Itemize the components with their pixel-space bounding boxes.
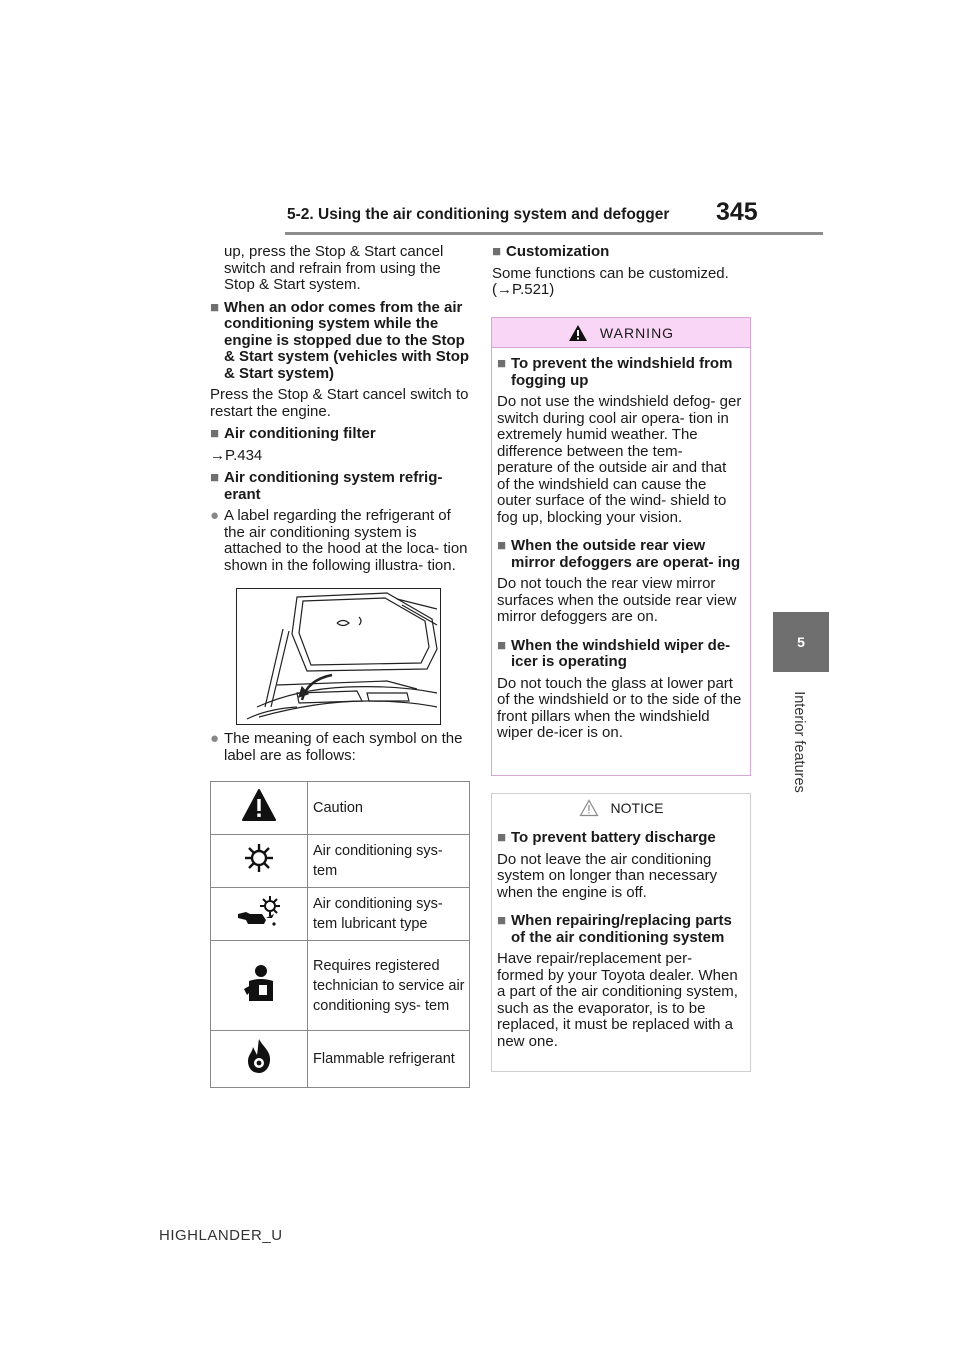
chapter-number: 5: [797, 634, 805, 650]
warning-item-text: Do not touch the rear view mirror surfaces when the outside rear view mirror defoggers are on.: [497, 575, 737, 625]
notice-title: NOTICE: [610, 800, 664, 816]
square-bullet-icon: ■: [210, 298, 220, 316]
symbol-label: Caution: [308, 782, 470, 835]
round-bullet-icon: ●: [210, 507, 220, 524]
hood-label-illustration: [236, 588, 441, 725]
warning-item-heading: [497, 538, 742, 571]
customization-heading: [492, 244, 754, 261]
notice-body: [492, 830, 750, 1050]
notice-item-heading-text: When repairing/replacing parts of the air conditioning system: [511, 912, 732, 946]
section-title: 5-2. Using the air conditioning system and defogger: [287, 206, 670, 223]
warning-item-text: Do not touch the glass at lower part of the windshield or to the side of the front pillars when the windshield wiper de-icer is on.: [497, 674, 742, 741]
notice-box: [491, 793, 751, 1072]
right-column: [492, 244, 754, 305]
bullet-text: The meaning of each symbol on the label are as follows:: [224, 730, 463, 764]
refrigerant-bullet-label-location: [210, 508, 472, 574]
odor-paragraph: Press the Stop & Start cancel switch to restart the engine.: [210, 386, 469, 420]
symbol-label: Air conditioning sys- tem: [308, 835, 470, 888]
warning-body: [492, 356, 750, 742]
warning-box: [491, 317, 751, 776]
table-row: [211, 1031, 470, 1088]
page-number: 345: [716, 198, 758, 226]
chapter-title-text: Interior features: [791, 691, 807, 793]
warning-title: WARNING: [599, 324, 675, 341]
symbol-cell: [211, 888, 308, 941]
square-bullet-icon: ■: [497, 355, 507, 372]
notice-header: [492, 794, 750, 822]
symbol-cell: [211, 835, 308, 888]
notice-item-text: Have repair/replacement per- formed by your Toyota dealer. When a part of the air conditioning system, such as the evaporator, is to be replaced, it must be replaced with a new one.: [497, 950, 738, 1050]
filter-heading: [210, 426, 472, 443]
table-row: [211, 835, 470, 888]
oil-can-snowflake-icon: [234, 894, 284, 928]
car-hood-open-icon: [237, 589, 440, 724]
odor-heading: [210, 300, 472, 383]
snowflake-icon: [243, 842, 275, 874]
notice-item-heading: [497, 830, 742, 847]
notice-item-heading: [497, 913, 742, 946]
square-bullet-icon: ■: [497, 829, 507, 846]
symbol-cell: [211, 782, 308, 835]
table-row: [211, 941, 470, 1031]
refrigerant-heading-text: Air conditioning system refrig- erant: [224, 469, 443, 503]
warning-triangle-icon: [568, 324, 588, 342]
notice-item-text: Do not leave the air conditioning system on longer than necessary when the engine is off.: [497, 850, 718, 901]
warning-header: [492, 318, 750, 348]
filter-heading-text: Air conditioning filter: [224, 425, 376, 442]
refrigerant-bullet-symbols: [210, 731, 472, 764]
warning-item-heading-text: When the windshield wiper de-icer is operating: [511, 636, 731, 670]
symbol-label: Requires registered technician to service air conditioning sys- tem: [308, 941, 470, 1031]
flame-icon: [244, 1037, 274, 1075]
symbol-cell: [211, 1031, 308, 1088]
bullet-text: A label regarding the refrigerant of the air conditioning system is attached to the hood at the loca- tion shown in the following illustra- tion.: [224, 507, 468, 574]
warning-item-heading-text: When the outside rear view mirror defoggers are operat- ing: [511, 537, 741, 571]
square-bullet-icon: ■: [497, 912, 507, 929]
odor-heading-text: When an odor comes from the air conditioning system while the engine is stopped due to the Stop & Start system (vehicles with Stop & Start system): [224, 298, 470, 382]
table-row: [211, 888, 470, 941]
footer-model: HIGHLANDER_U: [159, 1227, 283, 1244]
round-bullet-icon: ●: [210, 730, 220, 747]
chapter-title: [789, 680, 809, 804]
square-bullet-icon: ■: [492, 243, 502, 260]
warning-item-heading: [497, 638, 742, 671]
chapter-tab[interactable]: [773, 612, 829, 672]
symbol-cell: [211, 941, 308, 1031]
notice-triangle-icon: [579, 799, 599, 817]
technician-icon: [241, 963, 277, 1003]
symbol-label: Air conditioning sys- tem lubricant type: [308, 888, 470, 941]
square-bullet-icon: ■: [497, 537, 507, 554]
notice-item-heading-text: To prevent battery discharge: [511, 829, 716, 846]
warning-item-heading-text: To prevent the windshield from fogging up: [511, 355, 733, 389]
square-bullet-icon: ■: [497, 636, 507, 654]
refrigerant-heading: [210, 470, 472, 503]
customization-paragraph: Some functions can be customized. (→P.521): [492, 264, 729, 298]
label-symbol-table: [210, 781, 470, 1088]
intro-paragraph: up, press the Stop & Start cancel switch and refrain from using the Stop & Start system.: [224, 243, 444, 293]
caution-triangle-icon: [241, 788, 277, 822]
filter-page-ref[interactable]: →P.434: [210, 446, 263, 464]
warning-item-heading: [497, 356, 742, 389]
warning-item-text: Do not use the windshield defog- ger switch during cool air opera- tion in extremely humid weather. The difference between the tem- perature of the outside air and that of the windshield can cause the outer surface of the wind- shield to fog up, blocking your vision.: [497, 393, 742, 526]
header-divider: [285, 232, 823, 235]
square-bullet-icon: ■: [210, 469, 220, 486]
table-row: [211, 782, 470, 835]
customization-heading-text: Customization: [506, 243, 610, 260]
left-column: [210, 244, 472, 1088]
symbol-label: Flammable refrigerant: [308, 1031, 470, 1088]
square-bullet-icon: ■: [210, 425, 220, 442]
